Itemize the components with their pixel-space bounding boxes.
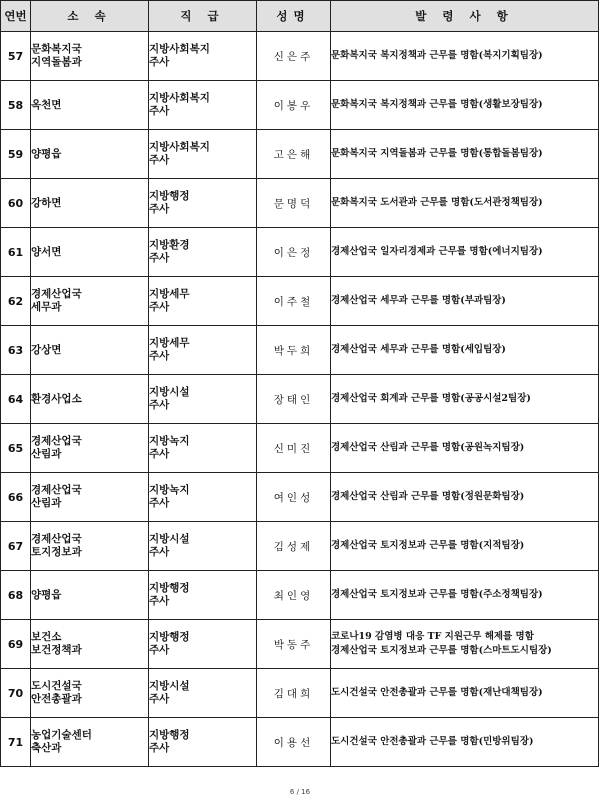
- grade-cell: [149, 620, 257, 669]
- department-line: 도시건설국: [31, 680, 82, 692]
- row-number: 62: [1, 277, 31, 326]
- grade-line: 주사: [149, 154, 170, 166]
- row-number: 61: [1, 228, 31, 277]
- grade-line: 지방행정: [149, 582, 190, 594]
- row-number: 71: [1, 718, 31, 767]
- grade-line: 주사: [149, 595, 170, 607]
- grade-line: 지방행정: [149, 729, 190, 741]
- department-line: 옥천면: [31, 98, 62, 111]
- grade-cell: [149, 32, 257, 81]
- department-cell: [31, 620, 149, 669]
- employee-name: 이용선: [257, 718, 331, 767]
- order-line: 경제산업국 토지정보과 근무를 명함(스마트도시팀장): [331, 645, 552, 656]
- order-cell: [331, 375, 599, 424]
- row-number: 69: [1, 620, 31, 669]
- department-cell: [31, 571, 149, 620]
- table-row: [1, 130, 599, 179]
- order-cell: [331, 718, 599, 767]
- department-line: 보건정책과: [31, 644, 82, 656]
- order-line: 문화복지국 복지정책과 근무를 명함(생활보장팀장): [331, 99, 543, 110]
- grade-cell: [149, 571, 257, 620]
- grade-line: 지방사회복지: [149, 43, 210, 55]
- order-line: 도시건설국 안전총괄과 근무를 명함(재난대책팀장): [331, 687, 543, 698]
- department-cell: [31, 522, 149, 571]
- grade-line: 주사: [149, 546, 170, 558]
- department-line: 양평읍: [31, 588, 62, 601]
- order-line: 코로나19 감염병 대응 TF 지원근무 해제를 명함: [331, 631, 534, 642]
- employee-name: 이은정: [257, 228, 331, 277]
- employee-name: 고은해: [257, 130, 331, 179]
- department-cell: [31, 424, 149, 473]
- grade-line: 지방시설: [149, 680, 190, 692]
- department-cell: [31, 179, 149, 228]
- department-line: 양평읍: [31, 147, 62, 160]
- row-number: 57: [1, 32, 31, 81]
- order-line: 경제산업국 토지정보과 근무를 명함(주소정책팀장): [331, 589, 543, 600]
- department-line: 경제산업국: [31, 288, 82, 300]
- order-cell: [331, 81, 599, 130]
- row-number: 67: [1, 522, 31, 571]
- grade-cell: [149, 718, 257, 767]
- order-line: 경제산업국 일자리경제과 근무를 명함(에너지팀장): [331, 246, 543, 257]
- order-cell: [331, 179, 599, 228]
- order-cell: [331, 669, 599, 718]
- grade-cell: [149, 179, 257, 228]
- order-cell: [331, 571, 599, 620]
- employee-name: 김대희: [257, 669, 331, 718]
- table-row: [1, 473, 599, 522]
- grade-line: 주사: [149, 56, 170, 68]
- table-row: [1, 179, 599, 228]
- department-line: 산림과: [31, 497, 62, 509]
- department-cell: [31, 718, 149, 767]
- grade-line: 주사: [149, 350, 170, 362]
- order-line: 경제산업국 토지정보과 근무를 명함(지적팀장): [331, 540, 525, 551]
- grade-line: 주사: [149, 399, 170, 411]
- row-number: 65: [1, 424, 31, 473]
- grade-line: 지방녹지: [149, 484, 190, 496]
- department-line: 양서면: [31, 245, 62, 258]
- table-row: [1, 277, 599, 326]
- order-line: 도시건설국 안전총괄과 근무를 명함(민방위팀장): [331, 736, 534, 747]
- grade-cell: [149, 81, 257, 130]
- employee-name: 신은주: [257, 32, 331, 81]
- order-cell: [331, 473, 599, 522]
- header-grade: 직 급: [149, 1, 257, 32]
- department-line: 경제산업국: [31, 484, 82, 496]
- department-line: 문화복지국: [31, 43, 82, 55]
- department-cell: [31, 228, 149, 277]
- order-cell: [331, 522, 599, 571]
- department-cell: [31, 473, 149, 522]
- department-line: 세무과: [31, 301, 62, 313]
- department-line: 안전총괄과: [31, 693, 82, 705]
- department-cell: [31, 81, 149, 130]
- grade-cell: [149, 522, 257, 571]
- department-line: 축산과: [31, 742, 62, 754]
- row-number: 70: [1, 669, 31, 718]
- grade-line: 주사: [149, 105, 170, 117]
- grade-cell: [149, 277, 257, 326]
- grade-cell: [149, 228, 257, 277]
- row-number: 60: [1, 179, 31, 228]
- row-number: 59: [1, 130, 31, 179]
- row-number: 64: [1, 375, 31, 424]
- grade-line: 지방행정: [149, 631, 190, 643]
- employee-name: 김성제: [257, 522, 331, 571]
- order-line: 문화복지국 복지정책과 근무를 명함(복지기획팀장): [331, 50, 543, 61]
- grade-cell: [149, 375, 257, 424]
- grade-line: 주사: [149, 448, 170, 460]
- grade-line: 지방사회복지: [149, 92, 210, 104]
- employee-name: 문명덕: [257, 179, 331, 228]
- grade-cell: [149, 473, 257, 522]
- department-line: 산림과: [31, 448, 62, 460]
- grade-line: 지방사회복지: [149, 141, 210, 153]
- grade-line: 지방시설: [149, 386, 190, 398]
- grade-line: 지방세무: [149, 337, 190, 349]
- employee-name: 여인성: [257, 473, 331, 522]
- table-row: [1, 424, 599, 473]
- order-cell: [331, 326, 599, 375]
- department-cell: [31, 277, 149, 326]
- table-row: [1, 620, 599, 669]
- grade-line: 주사: [149, 497, 170, 509]
- table-row: [1, 375, 599, 424]
- order-cell: [331, 228, 599, 277]
- department-line: 토지정보과: [31, 546, 82, 558]
- header-no: 연번: [1, 1, 31, 32]
- table-row: [1, 81, 599, 130]
- header-name: 성명: [257, 1, 331, 32]
- employee-name: 이주철: [257, 277, 331, 326]
- table-row: [1, 669, 599, 718]
- row-number: 58: [1, 81, 31, 130]
- department-line: 보건소: [31, 631, 62, 643]
- grade-line: 주사: [149, 203, 170, 215]
- grade-line: 주사: [149, 693, 170, 705]
- employee-name: 최인영: [257, 571, 331, 620]
- grade-cell: [149, 326, 257, 375]
- department-line: 강상면: [31, 343, 62, 356]
- grade-line: 지방시설: [149, 533, 190, 545]
- order-cell: [331, 130, 599, 179]
- employee-name: 이봉우: [257, 81, 331, 130]
- order-line: 문화복지국 지역돌봄과 근무를 명함(통합돌봄팀장): [331, 148, 543, 159]
- order-line: 경제산업국 세무과 근무를 명함(부과팀장): [331, 295, 506, 306]
- department-line: 경제산업국: [31, 533, 82, 545]
- order-cell: [331, 620, 599, 669]
- employee-name: 신미진: [257, 424, 331, 473]
- grade-line: 지방환경: [149, 239, 190, 251]
- grade-line: 지방세무: [149, 288, 190, 300]
- row-number: 68: [1, 571, 31, 620]
- grade-line: 주사: [149, 644, 170, 656]
- grade-line: 주사: [149, 301, 170, 313]
- grade-cell: [149, 669, 257, 718]
- grade-cell: [149, 424, 257, 473]
- table-row: [1, 326, 599, 375]
- row-number: 63: [1, 326, 31, 375]
- department-cell: [31, 32, 149, 81]
- department-cell: [31, 375, 149, 424]
- employee-name: 박동주: [257, 620, 331, 669]
- order-line: 경제산업국 세무과 근무를 명함(세입팀장): [331, 344, 506, 355]
- department-cell: [31, 130, 149, 179]
- order-line: 경제산업국 회계과 근무를 명함(공공시설2팀장): [331, 393, 531, 404]
- table-row: [1, 228, 599, 277]
- order-cell: [331, 32, 599, 81]
- table-row: [1, 522, 599, 571]
- department-line: 농업기술센터: [31, 729, 92, 741]
- order-cell: [331, 277, 599, 326]
- grade-line: 지방행정: [149, 190, 190, 202]
- row-number: 66: [1, 473, 31, 522]
- department-line: 강하면: [31, 196, 62, 209]
- department-line: 경제산업국: [31, 435, 82, 447]
- grade-line: 지방녹지: [149, 435, 190, 447]
- table-header-row: [1, 1, 599, 32]
- order-cell: [331, 424, 599, 473]
- table-row: [1, 718, 599, 767]
- table-row: [1, 571, 599, 620]
- order-line: 문화복지국 도서관과 근무를 명함(도서관정책팀장): [331, 197, 543, 208]
- department-cell: [31, 669, 149, 718]
- order-line: 경제산업국 산림과 근무를 명함(공원녹지팀장): [331, 442, 525, 453]
- grade-line: 주사: [149, 252, 170, 264]
- employee-name: 박두희: [257, 326, 331, 375]
- department-line: 지역돌봄과: [31, 56, 82, 68]
- table-row: [1, 32, 599, 81]
- department-cell: [31, 326, 149, 375]
- header-department: 소 속: [31, 1, 149, 32]
- grade-line: 주사: [149, 742, 170, 754]
- order-line: 경제산업국 산림과 근무를 명함(정원문화팀장): [331, 491, 525, 502]
- department-line: 환경사업소: [31, 392, 82, 405]
- page-number: 6 / 16: [289, 788, 311, 796]
- employee-name: 장태인: [257, 375, 331, 424]
- header-order: 발 령 사 항: [331, 1, 599, 32]
- grade-cell: [149, 130, 257, 179]
